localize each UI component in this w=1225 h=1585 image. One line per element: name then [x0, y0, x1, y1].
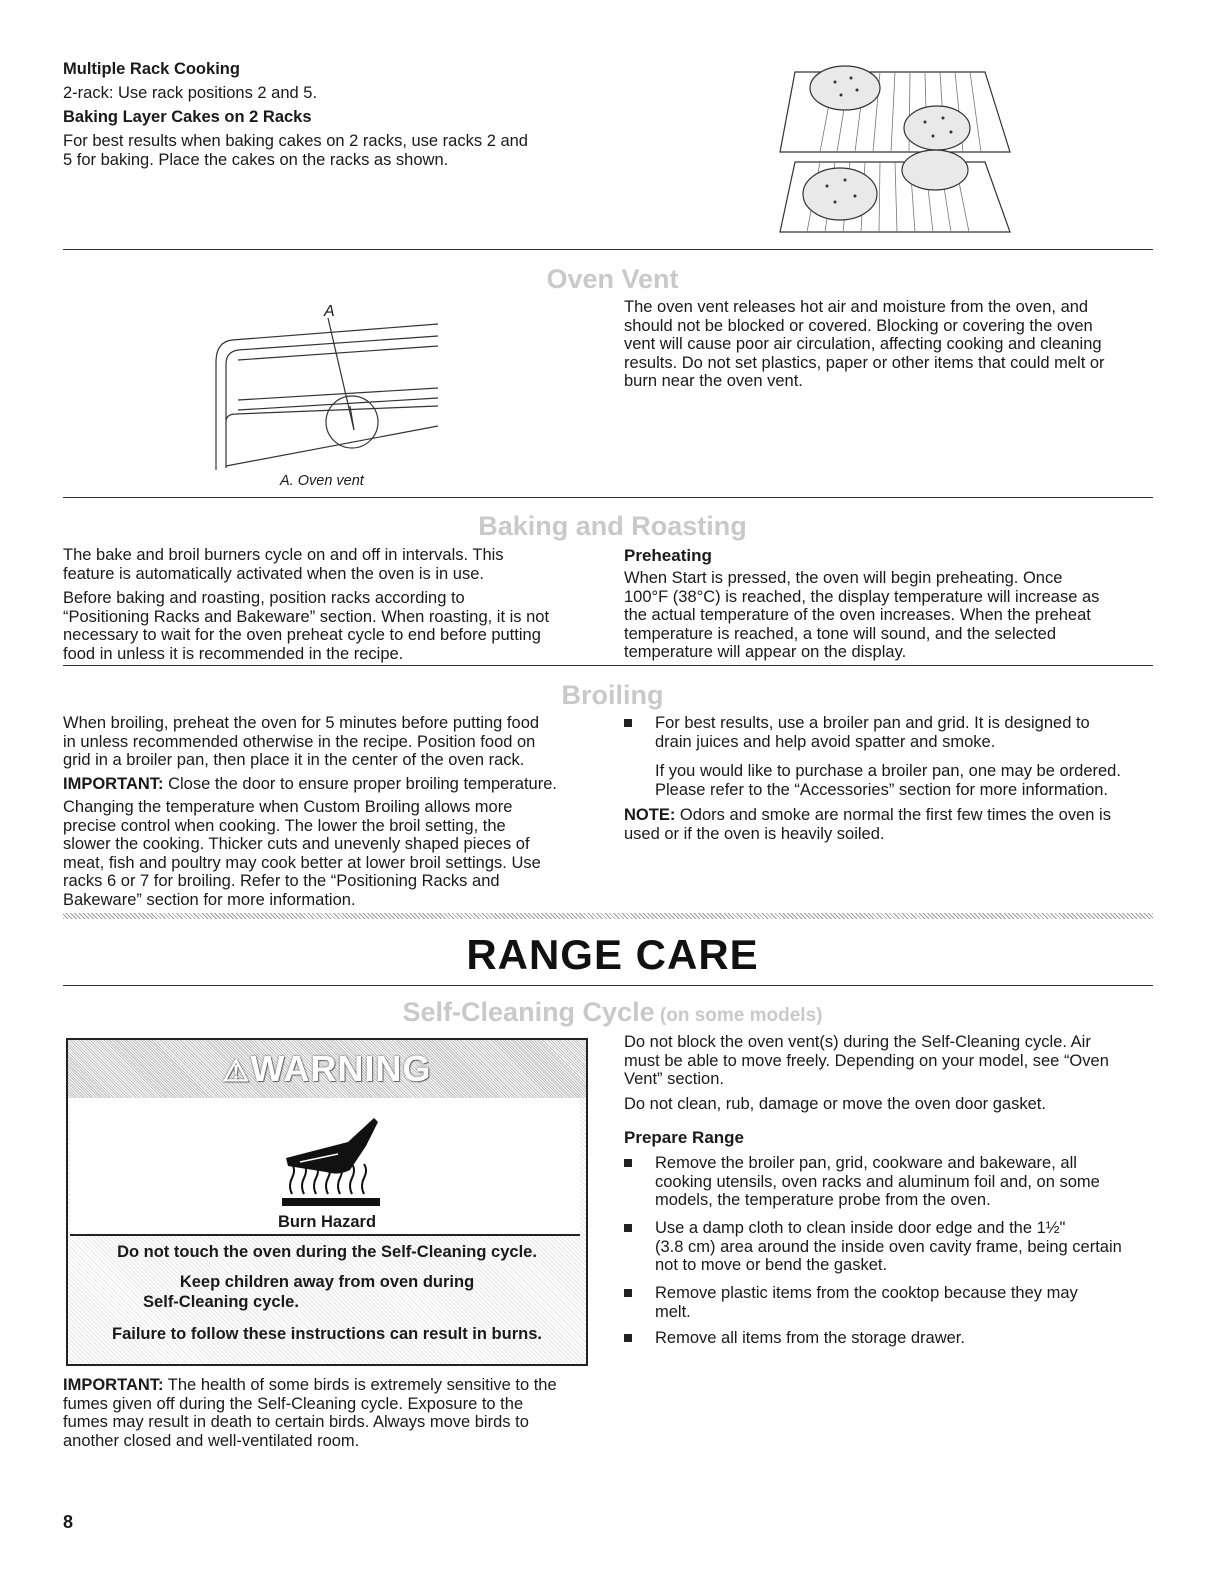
- text-line: the actual temperature of the oven increases. When the preheat: [624, 606, 1091, 624]
- section-divider: [63, 249, 1153, 250]
- text-line: melt.: [655, 1302, 691, 1321]
- burn-hazard-label: Burn Hazard: [277, 1213, 377, 1231]
- oven-vent-title: Oven Vent: [546, 264, 679, 294]
- warning-triangle-icon: ⚠: [222, 1055, 251, 1088]
- text-line: Remove the broiler pan, grid, cookware and bakeware, all: [655, 1154, 1077, 1172]
- important-label: IMPORTANT:: [63, 1376, 164, 1394]
- text-line: cooking utensils, oven racks and aluminum foil and, on some: [655, 1172, 1100, 1191]
- broiler-pan-order: [655, 762, 1165, 799]
- broiling-left-column: [63, 714, 603, 909]
- text-line: not to move or bend the gasket.: [655, 1256, 888, 1274]
- warning-title-text: WARNING: [250, 1048, 432, 1089]
- warning-box: [66, 1038, 588, 1366]
- rack-heading: Multiple Rack Cooking: [63, 60, 240, 78]
- broiling-important: [63, 775, 603, 794]
- text-line: drain juices and help avoid spatter and smoke.: [655, 732, 996, 751]
- two-rack-cakes-illustration: [775, 62, 1015, 240]
- rack-paragraph-line: For best results when baking cakes on 2 racks, use racks 2 and: [63, 132, 528, 150]
- text-line: (3.8 cm) area around the inside oven cavity frame, being certain: [655, 1237, 1122, 1256]
- text-line: Bakeware” section for more information.: [63, 890, 356, 909]
- text-line: Use a damp cloth to clean inside door edge and the 1½": [655, 1219, 1066, 1237]
- self-cleaning-title-suffix: (on some models): [654, 1005, 823, 1026]
- warning-line: Keep children away from oven during: [179, 1273, 475, 1291]
- text-line: vent will cause poor air circulation, affecting cooking and cleaning: [624, 335, 1102, 353]
- oven-vent-paragraph: [624, 298, 1164, 391]
- baking-title: Baking and Roasting: [478, 511, 747, 541]
- text-line: temperature is reached, a tone will sound, and the selected: [624, 624, 1057, 643]
- section-divider: [63, 497, 1153, 498]
- important-text: Close the door to ensure proper broiling temperature.: [163, 774, 557, 793]
- text-line: racks 6 or 7 for broiling. Refer to the “Positioning Racks and: [63, 872, 500, 890]
- text-line: Remove all items from the storage drawer.: [655, 1329, 965, 1347]
- prepare-bullet: [624, 1329, 1164, 1349]
- text-line: fumes may result in death to certain birds. Always move birds to: [63, 1413, 529, 1431]
- note-text: Odors and smoke are normal the first few times the oven is: [675, 806, 1111, 824]
- section-divider: [63, 665, 1153, 666]
- text-line: fumes given off during the Self-Cleaning cycle. Exposure to the: [63, 1394, 524, 1413]
- warning-line: Failure to follow these instructions can result in burns.: [112, 1325, 542, 1343]
- text-line: If you would like to purchase a broiler pan, one may be ordered.: [655, 762, 1121, 780]
- oven-vent-illustration: [212, 302, 448, 472]
- broiling-note: [624, 806, 1164, 843]
- warning-header: [68, 1040, 586, 1098]
- hot-surface-hand-icon: [278, 1114, 388, 1210]
- text-line: models, the temperature probe from the oven.: [655, 1191, 991, 1209]
- vent-caption: A. Oven vent: [280, 473, 364, 489]
- rack-subheading: Baking Layer Cakes on 2 Racks: [63, 108, 312, 126]
- birds-important: [63, 1376, 603, 1450]
- text-line: Remove plastic items from the cooktop because they may: [655, 1284, 1078, 1302]
- self-cleaning-title: [0, 997, 1225, 1031]
- text-line: Please refer to the “Accessories” section for more information.: [655, 780, 1109, 799]
- important-label: IMPORTANT:: [63, 774, 164, 793]
- text-line: When broiling, preheat the oven for 5 minutes before putting food: [63, 714, 540, 732]
- baking-right-column: [624, 546, 1164, 662]
- text-line: in unless recommended otherwise in the recipe. Position food on: [63, 732, 536, 751]
- page-number: 8: [63, 1512, 74, 1532]
- warning-line: Self-Cleaning cycle.: [143, 1293, 299, 1311]
- text-line: The bake and broil burners cycle on and off in intervals. This: [63, 546, 504, 564]
- prepare-bullet: [624, 1284, 1164, 1324]
- text-line: Before baking and roasting, position racks according to: [63, 589, 465, 607]
- preheating-heading: Preheating: [624, 546, 712, 565]
- bullet-marker: [624, 1159, 632, 1167]
- text-line: should not be blocked or covered. Blocking or covering the oven: [624, 316, 1093, 335]
- prepare-range-heading: Prepare Range: [624, 1128, 744, 1147]
- text-line: Do not clean, rub, damage or move the oven door gasket.: [624, 1094, 1046, 1113]
- bullet-marker: [624, 719, 632, 727]
- text-line: Vent” section.: [624, 1070, 724, 1088]
- text-line: For best results, use a broiler pan and grid. It is designed to: [655, 714, 1090, 732]
- self-cleaning-title-text: Self-Cleaning Cycle: [402, 997, 655, 1027]
- warning-title: [68, 1048, 586, 1090]
- bullet-marker: [624, 1334, 632, 1342]
- baking-left-column: [63, 546, 603, 663]
- warning-line: Do not touch the oven during the Self-Cleaning cycle.: [117, 1243, 537, 1261]
- text-line: must be able to move freely. Depending on your model, see “Oven: [624, 1051, 1109, 1070]
- broiling-bullet: [624, 714, 1164, 754]
- text-line: meat, fish and poultry may cook better at lower broil settings. Use: [63, 853, 541, 872]
- text-line: used or if the oven is heavily soiled.: [624, 824, 885, 843]
- text-line: food in unless it is recommended in the recipe.: [63, 644, 404, 663]
- rack-paragraph-line: 5 for baking. Place the cakes on the racks as shown.: [63, 151, 449, 169]
- section-divider: [63, 985, 1153, 986]
- text-line: 100°F (38°C) is reached, the display temperature will increase as: [624, 587, 1100, 606]
- text-line: results. Do not set plastics, paper or other items that could melt or: [624, 353, 1105, 372]
- text-line: temperature will appear on the display.: [624, 643, 907, 661]
- broiling-title: Broiling: [561, 680, 664, 710]
- important-text: The health of some birds is extremely sensitive to the: [163, 1376, 557, 1394]
- rack-line: 2-rack: Use rack positions 2 and 5.: [63, 84, 318, 102]
- text-line: Do not block the oven vent(s) during the Self-Cleaning cycle. Air: [624, 1033, 1091, 1051]
- bullet-marker: [624, 1289, 632, 1297]
- text-line: necessary to wait for the oven preheat cycle to end before putting: [63, 626, 541, 644]
- text-line: grid in a broiler pan, then place it in the center of the oven rack.: [63, 751, 525, 769]
- text-line: feature is automatically activated when the oven is in use.: [63, 564, 484, 583]
- text-line: slower the cooking. Thicker cuts and unevenly shaped pieces of: [63, 835, 530, 853]
- hatched-divider: [63, 913, 1153, 919]
- text-line: Changing the temperature when Custom Broiling allows more: [63, 798, 513, 816]
- text-line: “Positioning Racks and Bakeware” section. When roasting, it is not: [63, 607, 550, 626]
- vent-label-a: A: [324, 303, 335, 320]
- self-cleaning-right-column: [624, 1033, 1164, 1148]
- prepare-bullet: [624, 1154, 1164, 1212]
- range-care-title: RANGE CARE: [466, 931, 759, 978]
- text-line: burn near the oven vent.: [624, 372, 803, 390]
- text-line: The oven vent releases hot air and moisture from the oven, and: [624, 298, 1089, 316]
- bullet-marker: [624, 1224, 632, 1232]
- text-line: precise control when cooking. The lower the broil setting, the: [63, 816, 506, 835]
- text-line: another closed and well-ventilated room.: [63, 1431, 360, 1450]
- text-line: When Start is pressed, the oven will begin preheating. Once: [624, 569, 1063, 587]
- prepare-bullet: [624, 1219, 1164, 1277]
- note-label: NOTE:: [624, 806, 676, 824]
